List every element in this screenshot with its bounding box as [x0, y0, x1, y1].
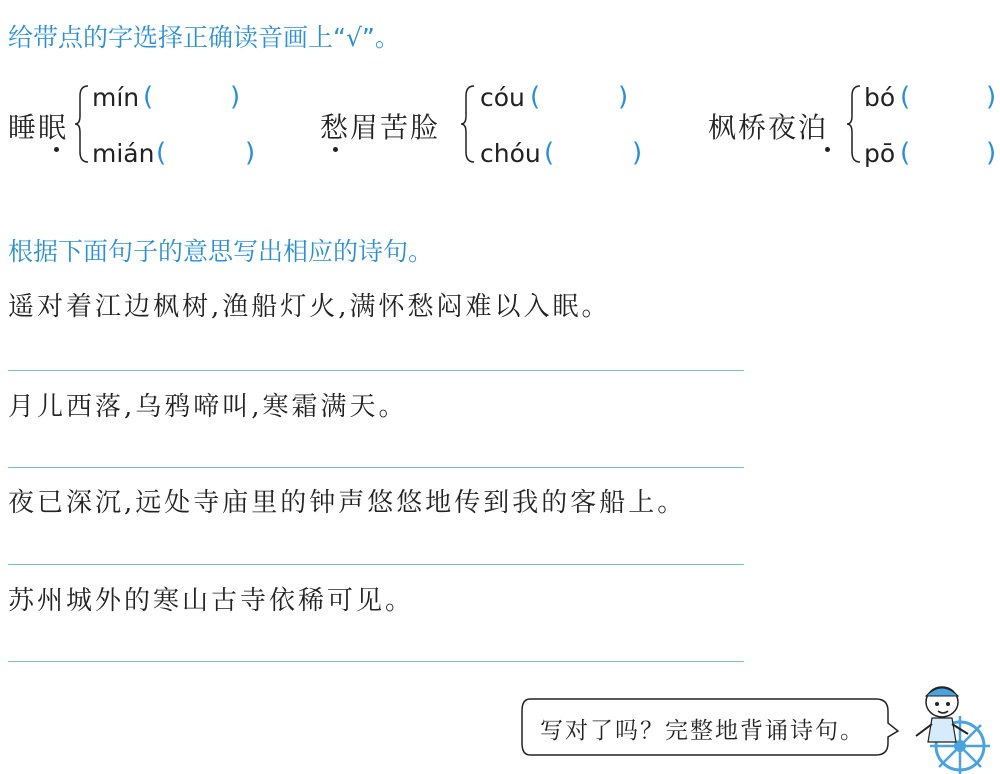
paren-close: ): [245, 138, 256, 168]
paren-open: (: [900, 82, 911, 112]
paren-close: ): [230, 82, 241, 112]
sentence: 月儿西落,乌鸦啼叫,寒霜满天。: [8, 392, 408, 422]
pinyin-option: mín: [92, 83, 140, 112]
emphasis-dot: [333, 147, 338, 152]
brace-icon: [74, 84, 92, 164]
answer-line[interactable]: [8, 467, 744, 468]
paren-open: (: [156, 138, 167, 168]
paren-close: ): [618, 82, 629, 112]
paren-open: (: [544, 138, 555, 168]
pinyin-option: pō: [864, 139, 896, 168]
brace-icon: [846, 84, 864, 164]
emphasis-dot: [825, 147, 830, 152]
paren-open: (: [900, 138, 911, 168]
answer-line[interactable]: [8, 661, 744, 662]
paren-open: (: [530, 82, 541, 112]
section2-heading: 根据下面句子的意思写出相应的诗句。: [8, 237, 434, 266]
answer-line[interactable]: [8, 564, 744, 565]
paren-close: ): [632, 138, 643, 168]
emphasis-dot: [54, 147, 59, 152]
section1-heading: 给带点的字选择正确读音画上“√”。: [8, 23, 400, 52]
answer-line[interactable]: [8, 370, 744, 371]
sailor-mascot-icon: [902, 676, 998, 774]
word: 枫桥夜泊: [708, 111, 829, 144]
paren-open: (: [143, 82, 154, 112]
word: 愁眉苦脸: [320, 111, 441, 144]
pinyin-option: bó: [864, 83, 896, 112]
pinyin-option: mián: [92, 139, 155, 168]
brace-icon: [460, 84, 478, 164]
word: 睡眠: [8, 111, 69, 144]
pinyin-option: cóu: [480, 83, 525, 112]
answer-blank[interactable]: [176, 142, 216, 168]
pinyin-option: chóu: [480, 139, 541, 168]
answer-blank[interactable]: [566, 142, 606, 168]
sentence: 苏州城外的寒山古寺依稀可见。: [8, 586, 415, 616]
answer-blank[interactable]: [550, 86, 590, 112]
paren-close: ): [986, 82, 997, 112]
paren-close: ): [986, 138, 997, 168]
answer-blank[interactable]: [920, 142, 960, 168]
answer-blank[interactable]: [160, 86, 200, 112]
sentence: 夜已深沉,远处寺庙里的钟声悠悠地传到我的客船上。: [8, 488, 687, 518]
bubble-text: 写对了吗？完整地背诵诗句。: [540, 718, 865, 744]
sentence: 遥对着江边枫树,渔船灯火,满怀愁闷难以入眠。: [8, 292, 611, 322]
answer-blank[interactable]: [920, 86, 960, 112]
